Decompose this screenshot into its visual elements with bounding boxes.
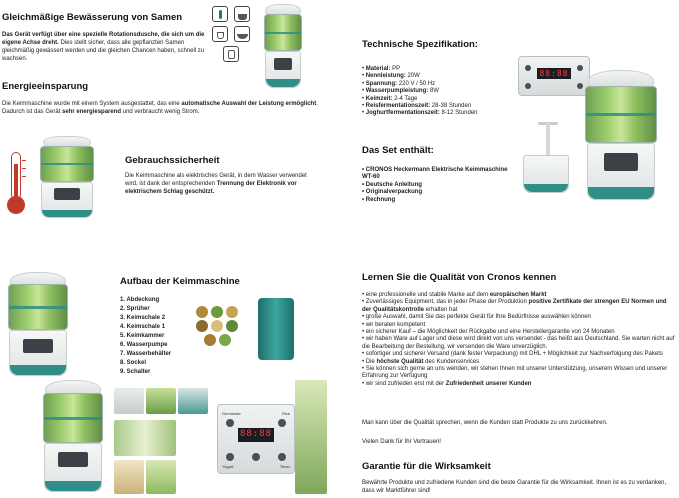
sprouter-image-right	[582, 70, 660, 200]
quality-paragraph: Man kann über die Qualität sprechen, wenn die Kunden statt Produkte zu uns zurückkehren.	[362, 420, 608, 426]
panel-label: Timer	[279, 464, 290, 469]
container-photo	[178, 388, 208, 414]
sprouter-base-image	[520, 155, 572, 193]
control-panel-image	[518, 56, 590, 96]
panel-button	[525, 65, 531, 71]
greens-photo	[295, 380, 327, 494]
spec-row: • Reisfermentationszeit: 28-38 Stunden	[362, 103, 472, 110]
sprouter-image-mid	[38, 136, 96, 218]
thanks-text: Vielen Dank für Ihr Vertrauen!	[362, 439, 441, 445]
text-segment: des Kundenservices	[423, 358, 480, 365]
panel-button	[252, 453, 260, 461]
thermometer-icon	[5, 152, 27, 214]
set-list	[362, 167, 512, 204]
part-item: 9. Schalter	[120, 369, 151, 375]
parts-list	[120, 296, 196, 377]
spec-row: • Keimzeit: 2-4 Tage	[362, 95, 418, 102]
watering-text	[2, 31, 218, 63]
spec-row: • Wasserpumpleistung: 8W	[362, 88, 439, 95]
quality-item	[362, 314, 676, 321]
text-segment: erhalten hat	[424, 306, 458, 313]
feature-icons	[210, 4, 258, 62]
quality-item	[362, 322, 676, 329]
control-panel-image-large	[217, 404, 295, 474]
quality-item	[362, 366, 676, 381]
text-segment: • wir beraten kompetent	[362, 321, 426, 328]
panel-button	[226, 419, 234, 427]
quality-item	[362, 381, 676, 388]
part-item: 6. Wasserpumpe	[120, 342, 168, 348]
sprout-icon	[212, 6, 228, 22]
quality-item	[362, 329, 676, 336]
panel-label: Germinate	[222, 411, 241, 416]
section-title-structure: Aufbau der Keimmaschine	[120, 276, 240, 287]
section-title-safety: Gebrauchssicherheit	[125, 155, 220, 166]
quality-item	[362, 299, 676, 314]
spec-row: • Material: PP	[362, 66, 401, 72]
text-segment: Die Keimmaschine wurde mit einem System ausgestattet, das eine	[2, 101, 182, 107]
quality-list	[362, 292, 676, 388]
display-readout: 88:88	[537, 68, 571, 79]
section-title-specs: Technische Spezifikation:	[362, 39, 478, 50]
bold-segment: europäischen Markt	[489, 292, 547, 298]
pot-icon	[234, 6, 250, 22]
bold-segment: höchste Qualität	[376, 358, 424, 365]
bold-segment: Das Gerät verfügt über eine spezielle Rotationsdusche, die sich um die eigene Achse dreht.	[2, 32, 205, 46]
bowl-icon	[234, 26, 250, 42]
text-segment: . Dadurch ist das Gerät	[2, 101, 318, 115]
section-title-quality: Lernen Sie die Qualität von Cronos kennen	[362, 272, 557, 283]
spec-row: • Spannung: 220 V / 50 Hz	[362, 80, 436, 87]
quality-item	[362, 292, 676, 299]
safety-text	[125, 172, 321, 196]
part-item: 3. Keimschale 2	[120, 315, 166, 321]
panel-button	[525, 83, 531, 89]
sprouter-image-top	[262, 4, 304, 88]
text-segment: • sofortiger und sicherer Versand (dank fester Verpackung) mit DHL + Möglichkeit zur Nachverfolgung des Pakets	[362, 351, 663, 358]
bold-segment: sehr energiesparend	[62, 109, 122, 115]
panel-button	[226, 453, 234, 461]
text-segment: • eine professionelle und stabile Marke auf dem	[362, 292, 490, 298]
bold-segment: Trennung der Elektronik vor elektrischem Schlag geschützt.	[125, 181, 297, 195]
text-segment: • Die	[362, 358, 377, 365]
section-title-energy: Energieeinsparung	[2, 81, 89, 92]
panel-label: Rice	[281, 411, 290, 416]
sprouts-tray-photo	[114, 420, 176, 456]
panel-button	[278, 419, 286, 427]
set-item: • Rechnung	[362, 196, 396, 203]
text-segment: • wir sind zufrieden erst mit der	[362, 380, 446, 387]
section-title-set: Das Set enthält:	[362, 145, 434, 156]
section-title-watering: Gleichmäßige Bewässerung von Samen	[2, 12, 183, 23]
text-segment: und verbraucht wenig Strom.	[121, 109, 200, 115]
part-item: 2. Sprüher	[120, 306, 150, 312]
cup-icon	[212, 26, 228, 42]
quality-item	[362, 351, 676, 358]
part-item: 7. Wasserbehälter	[120, 351, 172, 357]
part-item: 1. Abdeckung	[120, 297, 160, 303]
set-item: • Originalverpackung	[362, 189, 423, 196]
section-title-guarantee: Garantie für die Wirksamkeit	[362, 461, 491, 472]
text-segment: • ein sicherer Kauf – die Möglichkeit der Rückgabe und eine Herstellergarantie von 24 Monaten	[362, 329, 615, 336]
guarantee-text: Bewährte Produkte und zufriedene Kunden sind die beste Garantie für die Wirksamkeit. Ihnen ist es zu verdanken, dass wir Marktführer sind!	[362, 480, 667, 494]
set-item: • CRONOS Heckermann Elektrische Keimmaschine WT-60	[362, 167, 508, 181]
panel-label: Yogurt	[222, 464, 234, 469]
spec-list	[362, 66, 522, 118]
jar-icon	[223, 46, 239, 62]
quality-item	[362, 336, 676, 351]
teal-container-image	[258, 298, 294, 360]
text-segment: • Zuverlässiges Equipment, das in jeder Phase der Produktion	[362, 299, 529, 306]
seed-bowls-image	[196, 306, 240, 346]
tray-photo	[114, 388, 144, 414]
sprouts-photo	[146, 388, 176, 414]
panel-button	[278, 453, 286, 461]
text-segment: • wir haben Ware auf Lager und diese wird direkt von uns versendet - das heißt aus Deutschland. Sie warten nicht auf die Bearbeitung der Bestellung, wir versenden die Ware unverzüglich.	[362, 336, 675, 350]
display-readout: 88:88	[238, 428, 275, 442]
part-item: 8. Sockel	[120, 360, 147, 366]
spec-row: • Nennleistung: 20W	[362, 73, 420, 80]
bold-segment: positive Zertifikate der strengen EU Normen und der Qualitätskontrolle	[362, 299, 667, 313]
set-item: • Deutsche Anleitung	[362, 181, 422, 188]
text-segment: Dies stellt sicher, dass alle gepflanzten Samen gleichmäßig gewässert werden und die gleichen Chancen haben, schnell zu wachsen.	[2, 40, 205, 62]
energy-text	[2, 100, 320, 116]
beans-photo	[114, 460, 144, 494]
sprouter-image-bottom	[40, 380, 106, 492]
quality-item	[362, 359, 676, 366]
bold-segment: automatische Auswahl der Leistung ermöglicht	[181, 101, 317, 107]
part-item: 4. Keimschale 1	[120, 324, 166, 330]
part-item: 5. Keimkammer	[120, 333, 165, 339]
sprouts-bowl-photo	[146, 460, 176, 494]
text-segment: Die Keimmaschine als elektrisches Gerät, in dem Wasser verwendet wird, ist dank der entsprechenden	[125, 173, 307, 187]
sprouter-image-q3	[5, 272, 71, 376]
text-segment: • große Auswahl, damit Sie das perfekte Gerät für Ihre Bedürfnisse auswählen können	[362, 314, 591, 321]
spec-row: • Joghurtfermentationszeit: 8-12 Stunden	[362, 110, 478, 117]
text-segment: • Sie können sich gerne an uns wenden, wir stehen Ihnen mit unserer Unterstützung, unserem Wissen und unserer Erfahrung zur Verfügung	[362, 366, 668, 380]
bold-segment: Zufriedenheit unserer Kunden	[445, 380, 532, 387]
